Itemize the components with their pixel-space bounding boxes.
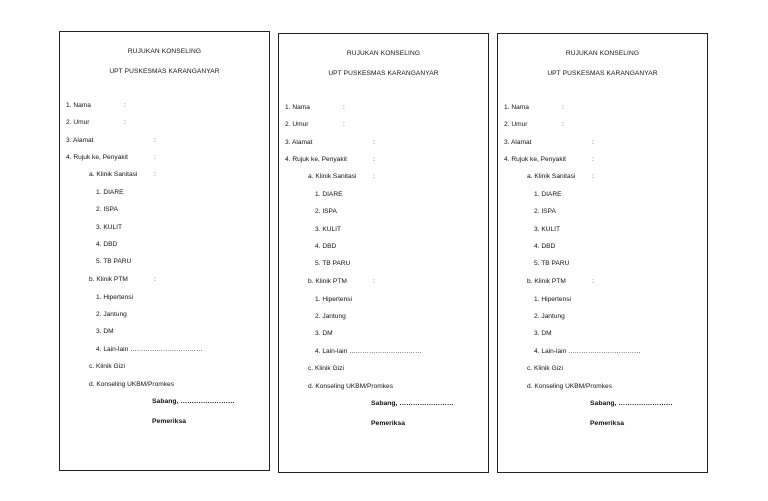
place-date: Sabang, …………………… — [371, 400, 454, 407]
sanitasi-item: 2. ISPA — [96, 206, 118, 213]
place-date: Sabang, …………………… — [590, 400, 673, 407]
form-title: RUJUKAN KONSELING — [565, 50, 640, 57]
konseling-label: d. Konseling UKBM/Promkes — [308, 383, 394, 390]
sanitasi-item: 1. DIARE — [534, 191, 562, 198]
referral-form-card — [278, 33, 489, 473]
form-subtitle: UPT PUSKESMAS KARANGANYAR — [328, 70, 439, 77]
klinik-gizi-label: c. Klinik Gizi — [308, 365, 344, 372]
ptm-item: 3. DM — [315, 330, 333, 337]
field-rujuk-colon: : — [373, 156, 375, 163]
sanitasi-item: 2. ISPA — [534, 208, 556, 215]
sanitasi-item: 5. TB PARU — [96, 258, 132, 265]
referral-form-card — [497, 33, 708, 473]
ptm-item: 4. Lain-lain …………………………… — [534, 348, 641, 355]
field-umur-label: 2. Umur — [285, 121, 309, 128]
form-title: RUJUKAN KONSELING — [127, 48, 202, 55]
field-rujuk-colon: : — [592, 156, 594, 163]
klinik-sanitasi-colon: : — [373, 173, 375, 180]
field-nama-colon: : — [343, 104, 345, 111]
field-rujuk-colon: : — [154, 154, 156, 161]
ptm-item: 4. Lain-lain …………………………… — [96, 346, 203, 353]
sanitasi-item: 1. DIARE — [315, 191, 343, 198]
pemeriksa-label: Pemeriksa — [590, 420, 625, 427]
field-umur-label: 2. Umur — [504, 121, 528, 128]
klinik-sanitasi-colon: : — [592, 173, 594, 180]
ptm-item: 3. DM — [534, 330, 552, 337]
sanitasi-item: 3. KULIT — [315, 226, 342, 233]
field-alamat-label: 3. Alamat — [285, 139, 313, 146]
klinik-ptm-label: b. Klinik PTM — [89, 276, 128, 283]
field-alamat-label: 3. Alamat — [504, 139, 532, 146]
field-umur-colon: : — [562, 121, 564, 128]
klinik-sanitasi-colon: : — [154, 171, 156, 178]
klinik-ptm-label: b. Klinik PTM — [527, 278, 566, 285]
field-nama-label: 1. Nama — [285, 104, 310, 111]
ptm-item: 1. Hipertensi — [534, 296, 572, 303]
konseling-label: d. Konseling UKBM/Promkes — [527, 383, 613, 390]
ptm-item: 2. Jantung — [315, 313, 346, 320]
field-rujuk-label: 4. Rujuk ke, Penyakit — [504, 156, 566, 163]
ptm-item: 2. Jantung — [96, 311, 127, 318]
klinik-ptm-colon: : — [592, 278, 594, 285]
ptm-item: 4. Lain-lain …………………………… — [315, 348, 422, 355]
sanitasi-item: 2. ISPA — [315, 208, 337, 215]
field-alamat-colon: : — [154, 137, 156, 144]
field-umur-label: 2. Umur — [66, 119, 90, 126]
klinik-sanitasi-label: a. Klinik Sanitasi — [308, 173, 357, 180]
referral-form-card — [59, 31, 270, 471]
sanitasi-item: 3. KULIT — [534, 226, 561, 233]
field-rujuk-label: 4. Rujuk ke, Penyakit — [66, 154, 128, 161]
ptm-item: 2. Jantung — [534, 313, 565, 320]
field-nama-label: 1. Nama — [504, 104, 529, 111]
sanitasi-item: 1. DIARE — [96, 189, 124, 196]
form-subtitle: UPT PUSKESMAS KARANGANYAR — [109, 68, 220, 75]
konseling-label: d. Konseling UKBM/Promkes — [89, 381, 175, 388]
pemeriksa-label: Pemeriksa — [152, 418, 187, 425]
field-nama-label: 1. Nama — [66, 102, 91, 109]
pemeriksa-label: Pemeriksa — [371, 420, 406, 427]
sanitasi-item: 4. DBD — [534, 243, 556, 250]
sanitasi-item: 4. DBD — [96, 241, 118, 248]
sanitasi-item: 5. TB PARU — [315, 260, 351, 267]
sanitasi-item: 4. DBD — [315, 243, 337, 250]
klinik-ptm-label: b. Klinik PTM — [308, 278, 347, 285]
field-umur-colon: : — [343, 121, 345, 128]
klinik-sanitasi-label: a. Klinik Sanitasi — [89, 171, 138, 178]
klinik-ptm-colon: : — [373, 278, 375, 285]
klinik-ptm-colon: : — [154, 276, 156, 283]
field-alamat-colon: : — [373, 139, 375, 146]
field-nama-colon: : — [562, 104, 564, 111]
field-umur-colon: : — [124, 119, 126, 126]
ptm-item: 1. Hipertensi — [96, 294, 134, 301]
klinik-sanitasi-label: a. Klinik Sanitasi — [527, 173, 576, 180]
field-alamat-label: 3. Alamat — [66, 137, 94, 144]
field-rujuk-label: 4. Rujuk ke, Penyakit — [285, 156, 347, 163]
ptm-item: 1. Hipertensi — [315, 296, 353, 303]
ptm-item: 3. DM — [96, 328, 114, 335]
klinik-gizi-label: c. Klinik Gizi — [527, 365, 563, 372]
field-alamat-colon: : — [592, 139, 594, 146]
klinik-gizi-label: c. Klinik Gizi — [89, 363, 125, 370]
field-nama-colon: : — [124, 102, 126, 109]
sanitasi-item: 5. TB PARU — [534, 260, 570, 267]
form-title: RUJUKAN KONSELING — [346, 50, 421, 57]
form-subtitle: UPT PUSKESMAS KARANGANYAR — [547, 70, 658, 77]
place-date: Sabang, …………………… — [152, 398, 235, 405]
sanitasi-item: 3. KULIT — [96, 224, 123, 231]
